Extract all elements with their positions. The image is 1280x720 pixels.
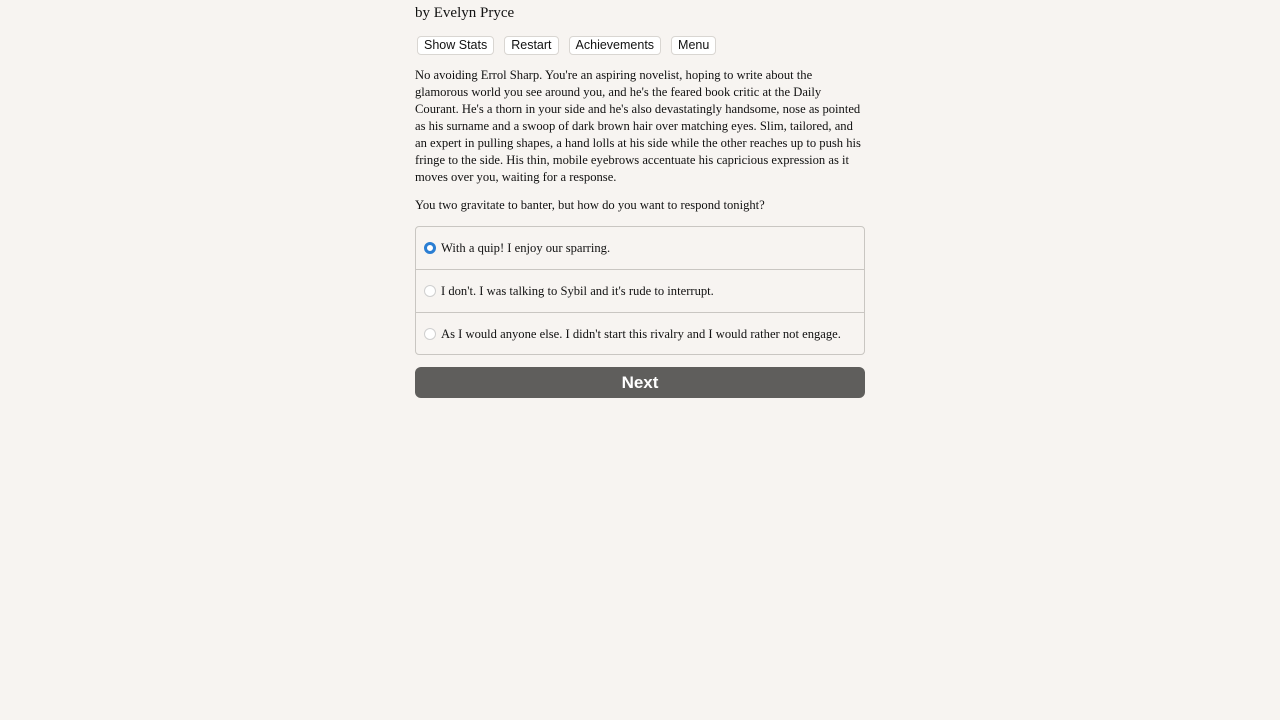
radio-button[interactable] bbox=[424, 242, 436, 254]
choice-label: As I would anyone else. I didn't start this rivalry and I would rather not engage. bbox=[441, 327, 841, 341]
radio-button[interactable] bbox=[424, 285, 436, 297]
toolbar bbox=[417, 36, 716, 55]
restart-button[interactable]: Restart bbox=[504, 36, 558, 55]
choice-list bbox=[415, 226, 865, 355]
menu-button[interactable]: Menu bbox=[671, 36, 716, 55]
choice-option[interactable] bbox=[416, 227, 864, 270]
choice-label: I don't. I was talking to Sybil and it's rude to interrupt. bbox=[441, 284, 714, 298]
radio-button[interactable] bbox=[424, 328, 436, 340]
achievements-button[interactable]: Achievements bbox=[569, 36, 662, 55]
author-byline: by Evelyn Pryce bbox=[415, 5, 515, 21]
show-stats-button[interactable]: Show Stats bbox=[417, 36, 494, 55]
choice-option[interactable] bbox=[416, 270, 864, 313]
next-button[interactable]: Next bbox=[415, 367, 865, 398]
choice-option[interactable] bbox=[416, 313, 864, 355]
choice-prompt: You two gravitate to banter, but how do you want to respond tonight? bbox=[415, 198, 765, 212]
choice-label: With a quip! I enjoy our sparring. bbox=[441, 241, 611, 255]
story-passage: No avoiding Errol Sharp. You're an aspiring novelist, hoping to write about the glamorous world you see around you, and he's the feared book critic at the Daily Courant. He's a thorn in your side and he's also devastatingly handsome, nose as pointed as his surname and a swoop of dark brown hair over matching eyes. Slim, tailored, and an expert in pulling shapes, a hand lolls at his side while the other reaches up to push his fringe to the side. His thin, mobile eyebrows accentuate his capricious expression as it moves over you, waiting for a response. bbox=[415, 68, 861, 184]
